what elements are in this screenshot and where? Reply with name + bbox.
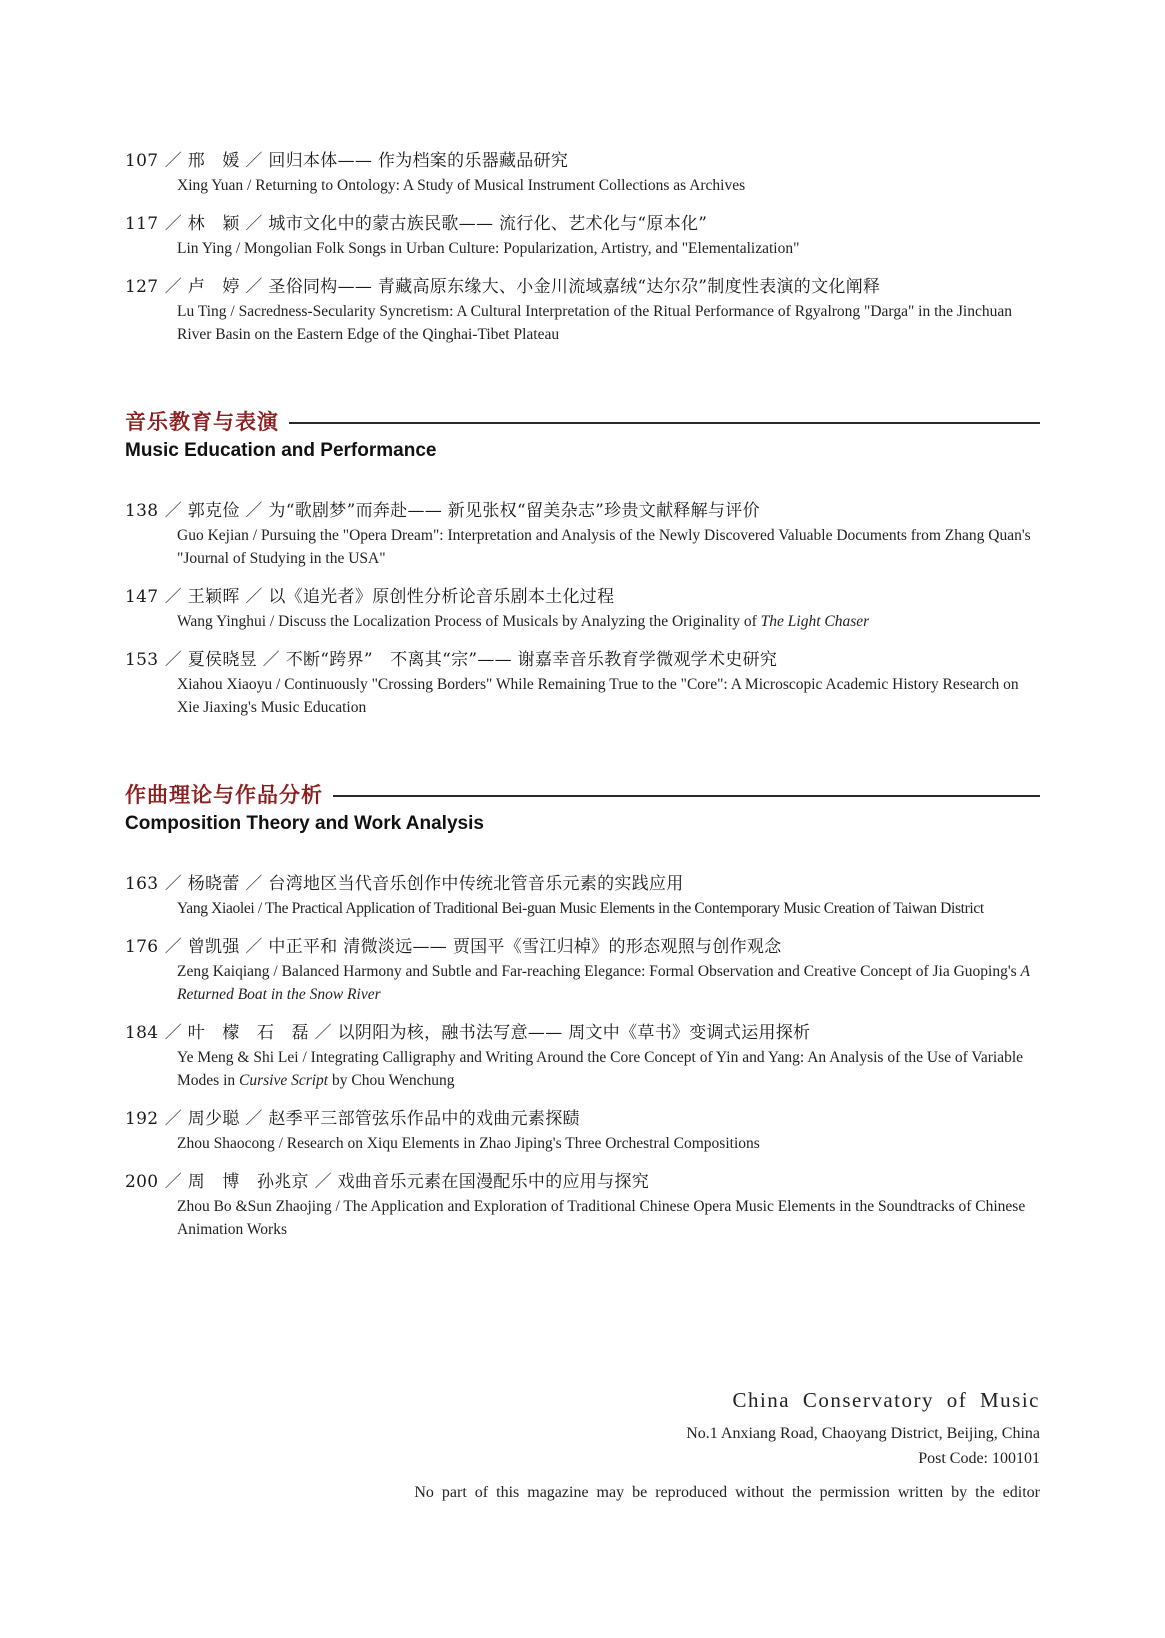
copyright-note: No part of this magazine may be reproduced without the permission written by the editor: [414, 1484, 1040, 1501]
work-title-italic: The Light Chaser: [760, 613, 870, 630]
entries-composition: [125, 871, 1040, 1241]
page-number: 153: [125, 650, 159, 670]
separator: ／: [245, 214, 263, 234]
separator: ／: [245, 277, 263, 297]
publisher-address: No.1 Anxiang Road, Chaoyang District, Beijing, China: [686, 1425, 1040, 1442]
separator: ／: [245, 501, 263, 521]
title-cn: 中正平和 清微淡远—— 贾国平《雪江归棹》的形态观照与创作观念: [268, 937, 782, 957]
entry-cn-line: [125, 584, 1040, 610]
toc-entry: [125, 934, 1040, 1006]
entry-en-text: Ye Meng & Shi Lei / Integrating Calligraphy and Writing Around the Core Concept of Yin and Yang: An Analysis of the Use of Variable Modes in: [177, 1049, 1024, 1089]
toc-entry: [125, 584, 1040, 633]
separator: ／: [164, 587, 183, 607]
toc-entry: [125, 1169, 1040, 1241]
title-cn: 以阴阳为核，融书法写意—— 周文中《草书》变调式运用探析: [337, 1023, 811, 1043]
author-cn: 邢 媛: [187, 151, 240, 171]
toc-entry: [125, 148, 1040, 197]
entry-en: Lu Ting / Sacredness-Secularity Syncretism: A Cultural Interpretation of the Ritual Performance of Rgyalrong "Darga" in the Jinchuan River Basin on the Eastern Edge of the Qinghai-Tibet Plateau: [177, 303, 1012, 343]
separator: ／: [245, 874, 263, 894]
entry-cn-line: [125, 498, 1040, 524]
title-cn: 以《追光者》原创性分析论音乐剧本土化过程: [268, 587, 615, 607]
toc-entry: [125, 211, 1040, 260]
separator: ／: [164, 277, 183, 297]
section-heading-row: [125, 406, 1040, 436]
entry-en-text: Wang Yinghui / Discuss the Localization Process of Musicals by Analyzing the Originality of: [177, 613, 761, 630]
page-number: 200: [125, 1172, 159, 1192]
author-cn: 周 博 孙兆京: [187, 1172, 309, 1192]
separator: ／: [262, 650, 280, 670]
page-number: 192: [125, 1109, 159, 1129]
author-cn: 王颖晖: [187, 587, 240, 607]
entry-cn-line: [125, 274, 1040, 300]
separator: ／: [245, 151, 263, 171]
entry-cn-line: [125, 647, 1040, 673]
title-cn: 不断“跨界” 不离其“宗”—— 谢嘉幸音乐教育学微观学术史研究: [285, 650, 778, 670]
entry-cn-line: [125, 871, 1040, 897]
author-cn: 曾凯强: [187, 937, 240, 957]
entry-en: [125, 610, 1040, 633]
author-cn: 林 颖: [187, 214, 240, 234]
separator: ／: [164, 937, 183, 957]
entry-en: Xiahou Xiaoyu / Continuously "Crossing Borders" While Remaining True to the "Core": A Microscopic Academic History Research on Xie Jiaxing's Music Education: [177, 676, 1019, 716]
author-cn: 周少聪: [187, 1109, 240, 1129]
section-rule: [333, 795, 1040, 797]
separator: ／: [164, 1023, 183, 1043]
entry-en: Guo Kejian / Pursuing the "Opera Dream": Interpretation and Analysis of the Newly Discovered Valuable Documents from Zhang Quan's "Journal of Studying in the USA": [177, 527, 1031, 567]
entry-cn-line: [125, 148, 1040, 174]
page-number: 117: [125, 214, 159, 234]
section-rule: [289, 422, 1040, 424]
entry-en: Lin Ying / Mongolian Folk Songs in Urban Culture: Popularization, Artistry, and "Elementalization": [177, 240, 800, 257]
entry-en: [125, 960, 1040, 1006]
table-of-contents: [125, 148, 1040, 1255]
title-cn: 戏曲音乐元素在国漫配乐中的应用与探究: [337, 1172, 650, 1192]
separator: ／: [164, 501, 183, 521]
page-number: 147: [125, 587, 159, 607]
title-cn: 为“歌剧梦”而奔赴—— 新见张权“留美杂志”珍贵文献释解与评价: [268, 501, 760, 521]
entry-en: [125, 1046, 1040, 1092]
entry-en-suffix: by Chou Wenchung: [328, 1072, 455, 1089]
page-number: 184: [125, 1023, 159, 1043]
toc-entry: [125, 871, 1040, 920]
toc-entry: [125, 647, 1040, 719]
work-title-italic: A Returned Boat in the Snow River: [177, 963, 1030, 1003]
toc-entry: [125, 1020, 1040, 1092]
section-title-cn: 作曲理论与作品分析: [125, 782, 323, 807]
title-cn: 城市文化中的蒙古族民歌—— 流行化、艺术化与“原本化”: [268, 214, 708, 234]
section-title-en: Composition Theory and Work Analysis: [125, 813, 484, 834]
separator: ／: [164, 874, 183, 894]
author-cn: 卢 婷: [187, 277, 240, 297]
page-number: 127: [125, 277, 159, 297]
separator: ／: [164, 1172, 183, 1192]
publisher-name: China Conservatory of Music: [732, 1388, 1040, 1412]
entry-en: Yang Xiaolei / The Practical Application of Traditional Bei-guan Music Elements in the Contemporary Music Creation of Taiwan District: [177, 900, 984, 917]
toc-entry: [125, 274, 1040, 346]
page-number: 176: [125, 937, 159, 957]
separator: ／: [245, 587, 263, 607]
title-cn: 圣俗同构—— 青藏高原东缘大、小金川流域嘉绒“达尔尕”制度性表演的文化阐释: [268, 277, 881, 297]
separator: ／: [164, 151, 183, 171]
entries-education: [125, 498, 1040, 719]
separator: ／: [164, 1109, 183, 1129]
author-cn: 杨晓蕾: [187, 874, 240, 894]
title-cn: 台湾地区当代音乐创作中传统北管音乐元素的实践应用: [268, 874, 684, 894]
work-title-italic: Cursive Script: [239, 1072, 329, 1089]
page-number: 107: [125, 151, 159, 171]
title-cn: 回归本体—— 作为档案的乐器藏品研究: [268, 151, 569, 171]
section-heading-row: [125, 779, 1040, 809]
section-title-en: Music Education and Performance: [125, 440, 437, 461]
separator: ／: [314, 1172, 332, 1192]
section-header-education: [125, 406, 1040, 462]
post-code: Post Code: 100101: [918, 1450, 1040, 1467]
entry-cn-line: [125, 1020, 1040, 1046]
entry-cn-line: [125, 1169, 1040, 1195]
author-cn: 叶 檬 石 磊: [187, 1023, 309, 1043]
section-header-composition: [125, 779, 1040, 835]
page-number: 138: [125, 501, 159, 521]
author-cn: 郭克俭: [187, 501, 240, 521]
entry-cn-line: [125, 934, 1040, 960]
separator: ／: [314, 1023, 332, 1043]
separator: ／: [164, 650, 183, 670]
separator: ／: [164, 214, 183, 234]
entry-en: Xing Yuan / Returning to Ontology: A Study of Musical Instrument Collections as Archives: [177, 177, 746, 194]
author-cn: 夏侯晓昱: [187, 650, 257, 670]
entry-en: Zhou Bo &Sun Zhaojing / The Application and Exploration of Traditional Chinese Opera Music Elements in the Soundtracks of Chinese Animation Works: [177, 1198, 1026, 1238]
entries-top: [125, 148, 1040, 346]
title-cn: 赵季平三部管弦乐作品中的戏曲元素探赜: [268, 1109, 580, 1129]
separator: ／: [245, 937, 263, 957]
separator: ／: [245, 1109, 263, 1129]
section-title-cn: 音乐教育与表演: [125, 409, 279, 434]
entry-cn-line: [125, 211, 1040, 237]
entry-en: Zhou Shaocong / Research on Xiqu Elements in Zhao Jiping's Three Orchestral Compositions: [177, 1135, 760, 1152]
colophon: [414, 1385, 1040, 1505]
entry-cn-line: [125, 1106, 1040, 1132]
page-number: 163: [125, 874, 159, 894]
toc-entry: [125, 1106, 1040, 1155]
toc-entry: [125, 498, 1040, 570]
entry-en-text: Zeng Kaiqiang / Balanced Harmony and Subtle and Far-reaching Elegance: Formal Observation and Creative Concept of Jia Guoping's: [177, 963, 1021, 980]
